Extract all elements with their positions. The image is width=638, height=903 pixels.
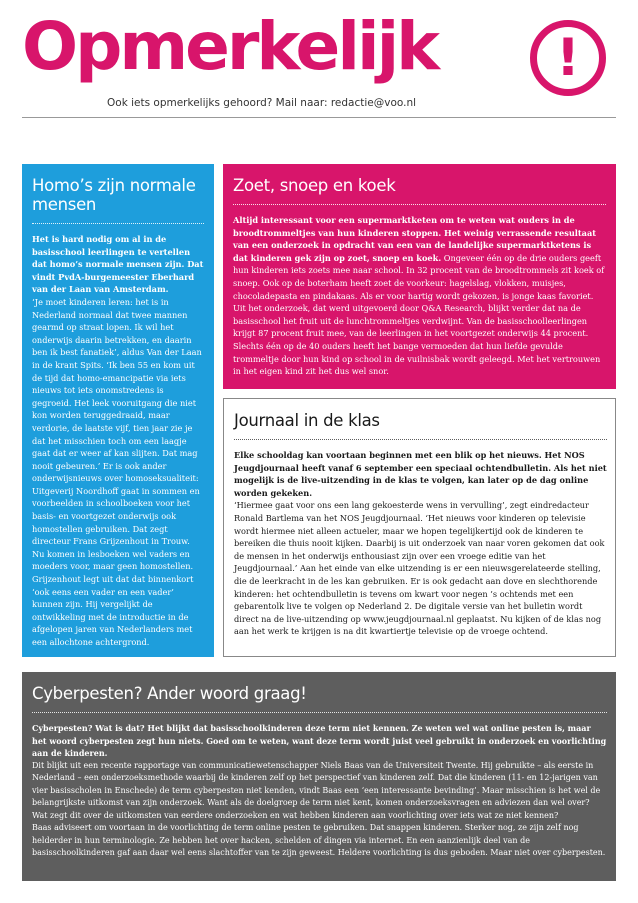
dotted-divider (233, 204, 606, 205)
dotted-divider (32, 223, 204, 224)
article-body: ‘Hiermee gaat voor ons een lang gekoesterde wens in vervulling’, zegt eindredacteur Ronald Bartlema van het NOS Jeugdjournaal. ‘Het nieuws voor kinderen op televisie wordt hiermee niet alleen actueler, maar we hopen tegelijkertijd ook de kinderen te bereiken die thuis nooit kijken. Daarbij is uit onderzoek van naar voren gekomen dat ook de mensen in het onderwijs enthousiast zijn over een vroege editie van het Jeugdjournaal.’ Aan het einde van elke uitzending is er een nieuwsgerelateerde stelling, die de leerkracht in de les kan gebruiken. Er is ook gedacht aan dove en slechthorende kinderen: het ochtendbulletin is tevens om kwart voor negen ’s ochtends met een gebarentolk live te volgen op Nederland 2. De digitale versie van het bulletin wordt direct na de live-uitzending op www.jeugdjournaal.nl geplaatst. Nu kijken of de klas nog aan het werk te krijgen is na dit kwartiertje televisie op de vroege ochtend. (234, 500, 605, 637)
exclamation-logo-icon: ! (530, 20, 606, 96)
dotted-divider (32, 712, 607, 713)
article-body: ‘Je moet kinderen leren: het is in Nederland normaal dat twee mannen gearmd op straat lopen. Ik wil het onderwijs daarin betrekken, en daarin ben ik best fanatiek’, aldus Van der Laan in de krant Spits. ‘Ik ben 55 en kom uit de tijd dat homo-emancipatie via iets nieuws tot iets onomstredens is gegroeid. Het leek vooruitgang die niet kon worden teruggedraaid, maar verdorie, de laatste vijf, tien jaar zie je dat het misschien toch om een laagje gaat dat er weer af kan slijten. Dat mag nooit gebeuren.’ Er is ook ander onderwijsnieuws over homoseksualiteit: Uitgeverij Noordhoff gaat in sommen en voorbeelden in schoolboeken voor het basis- en voortgezet onderwijs ook homostellen gebruiken. Dat zegt directeur Frans Grijzenhout in Trouw. Nu komen in lesboeken wel vaders en moeders voor, maar geen homostellen. Grijzenhout legt uit dat dat binnenkort ‘ook eens een vader en een vader’ kunnen zijn. Hij vergelijkt de ontwikkeling met de introductie in de afgelopen jaren van Nederlanders met een allochtone achtergrond. (32, 296, 202, 647)
article-text (233, 214, 606, 378)
article-body: Dit blijkt uit een recente rapportage van communicatiewetenschapper Niels Baas van de Universiteit Twente. Hij gebruikte – als eerste in Nederland – een onderzoeksmethode waarbij de kinderen zelf op het perspectief van kinderen zelf. Dat die kinderen (11- en 12-jarigen van vier basisscholen in Enschede) de term cyberpesten niet kenden, vindt Baas een ‘een interessante bevinding’. Maar misschien is het wel de belangrijkste uitkomst van zijn onderzoek. Want als de doelgroep de term niet kent, komen onderzoeksvragen en adviezen dan wel over? Wat zegt dit over de uitkomsten van eerdere onderzoeken en wat hebben kinderen aan voorlichting over iets wat ze niet kennen? (32, 760, 601, 820)
article-lead: Altijd interessant voor een supermarktketen om te weten wat ouders in de broodtrommeltjes van hun kinderen stoppen. Het weinig verrassende resultaat van een onderzoek in opdracht van een van de landelijke supermarktketens is dat kinderen gek zijn op zoet, snoep en koek. (233, 215, 597, 263)
article-body: Baas adviseert om voortaan in de voorlichting de term online pesten te gebruiken. Dat snappen kinderen. Sterker nog, ze zijn zelf nog helderder in hun terminologie. Ze hebben het over hacken, schelden of dingen via internet. En een aanzienlijk deel van de basisschoolkinderen gaf aan daar wel eens slachtoffer van te zijn geweest. Heldere voorlichting is dus geboden. Maar niet over cyberpesten. (32, 823, 606, 857)
article-lead: Cyberpesten? Wat is dat? Het blijkt dat basisschoolkinderen deze term niet kennen. Ze weten wel wat online pesten is, maar het woord cyberpesten zegt hun niets. Goed om te weten, want deze term wordt juist veel gebruikt in onderzoek en voorlichting aan de kinderen. (32, 723, 607, 758)
article-cyber (22, 672, 616, 881)
article-title: Journaal in de klas (234, 411, 380, 430)
tagline: Ook iets opmerkelijks gehoord? Mail naar: redactie@voo.nl (107, 97, 417, 109)
article-body: Ongeveer één op de drie ouders geeft hun kinderen iets zoets mee naar school. In 32 procent van de broodtrommels zit koek of snoep. Ook op de boterham heeft zoet de voorkeur: hagelslag, vlokken, muisjes, chocoladepasta en pindakaas. Als er voor hartig wordt gekozen, is jonge kaas favoriet. Uit het onderzoek, dat werd uitgevoerd door Q&A Research, blijkt verder dat na de basisschool het fruit uit de lunchtrommeltjes verdwijnt. Van de basisschoolleerlingen krijgt 87 procent fruit mee, van de leerlingen in het voortgezet onderwijs 44 procent. Slechts één op de 40 ouders heeft het bange vermoeden dat hun liefde gevulde trommeltje door hun kind op school in de vuilnisbak wordt geleegd. Met het vertrouwen in het eigen kind zit het dus wel snor. (233, 252, 605, 377)
article-title: Homo’s zijn normale mensen (32, 176, 196, 214)
article-lead: Elke schooldag kan voortaan beginnen met een blik op het nieuws. Het NOS Jeugdjournaal heeft vanaf 6 september een speciaal ochtendbulletin. Als het niet mogelijk is de live-uitzending in de klas te volgen, kan later op de dag online worden gekeken. (234, 450, 607, 498)
article-journaal (223, 398, 616, 657)
header-divider (22, 117, 616, 118)
article-lead: Het is hard nodig om al in de basisschool leerlingen te vertellen dat homo’s normale mensen zijn. Dat vindt PvdA-burgemeester Eberhard van der Laan van Amsterdam. (32, 234, 204, 295)
article-title: Cyberpesten? Ander woord graag! (32, 684, 307, 703)
article-title: Zoet, snoep en koek (233, 176, 396, 195)
dotted-divider (234, 439, 607, 440)
page-title: Opmerkelijk (22, 8, 438, 85)
article-homo (22, 164, 214, 657)
article-snoep (223, 164, 616, 389)
